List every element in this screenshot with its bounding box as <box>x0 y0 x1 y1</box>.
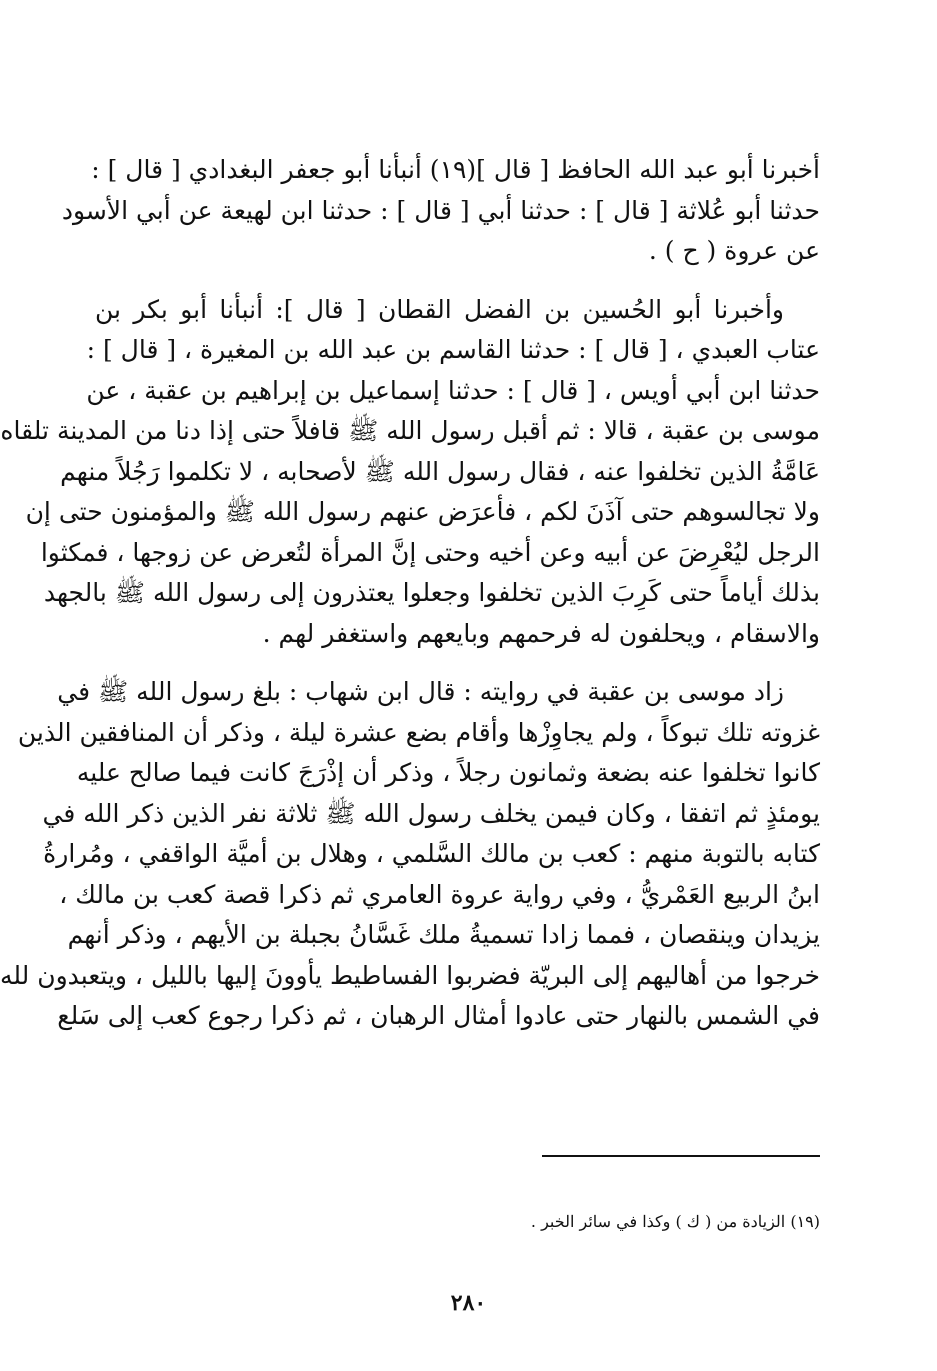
text-line: ولا تجالسوهم حتى آذَنَ لكم ، فأعرَض عنهم رسول الله ﷺ والمؤمنون حتى إن <box>25 497 820 526</box>
text-line: خرجوا من أهاليهم إلى البريّة فضربوا الفساطيط يأوونَ إليها بالليل ، ويتعبدون لله <box>0 960 820 990</box>
text-line: أخبرنا أبو عبد الله الحافظ [ قال ](١٩) أنبأنا أبو جعفر البغدادي [ قال ] : <box>91 155 820 184</box>
text-line: في الشمس بالنهار حتى عادوا أمثال الرهبان ، ثم ذكرا رجوع كعب إلى سَلع <box>57 1001 820 1030</box>
text-line: بذلك أياماً حتى كَرِبَ الذين تخلفوا وجعلوا يعتذرون إلى رسول الله ﷺ بالجهد <box>43 578 820 607</box>
text-line: يومئذٍ ثم اتفقا ، وكان فيمن يخلف رسول الله ﷺ ثلاثة نفر الذين ذكر الله في <box>42 798 820 828</box>
footnote-divider <box>542 1155 820 1157</box>
text-line: كتابه بالتوبة منهم : كعب بن مالك السَّلمي ، وهلال بن أميَّة الواقفي ، ومُرارةُ <box>43 839 820 868</box>
text-line: زاد موسى بن عقبة في روايته : قال ابن شهاب : بلغ رسول الله ﷺ في <box>57 677 784 706</box>
page-body <box>0 150 820 1055</box>
text-line: الرجل ليُعْرِضَ عن أبيه وعن أخيه وحتى إنَّ المرأة لتُعرض عن زوجها ، فمكثوا <box>40 537 820 567</box>
paragraph-isnad-2 <box>0 290 820 655</box>
page-number: ٢٨٠ <box>450 1290 487 1316</box>
paragraph-isnad-1 <box>61 150 820 272</box>
footnote: (١٩) الزيادة من ( ك ) وكذا في سائر الخبر . <box>530 1212 820 1231</box>
text-line: عن عروة ( ح ) . <box>648 236 820 265</box>
text-line: وأخبرنا أبو الحُسين بن الفضل القطان [ قال ]: أنبأنا أبو بكر بن <box>95 294 784 324</box>
text-line: عتاب العبدي ، [ قال ] : حدثنا القاسم بن عبد الله بن المغيرة ، [ قال ] : <box>86 335 820 364</box>
text-line: عَامَّةُ الذين تخلفوا عنه ، فقال رسول الله ﷺ لأصحابه ، لا تكلموا رَجُلاً منهم <box>60 456 820 486</box>
text-line: والاسقام ، ويحلفون له فرحمهم وبايعهم واستغفر لهم . <box>262 618 820 648</box>
text-line: يزيدان وينقصان ، فمما زادا تسميةُ ملك غَسَّانُ بجبلة بن الأيهم ، وذكر أنهم <box>67 920 820 949</box>
paragraph-ziyada <box>0 672 820 1037</box>
text-line: حدثنا ابن أبي أويس ، [ قال ] : حدثنا إسماعيل بن إبراهيم بن عقبة ، عن <box>86 375 820 405</box>
text-line: ابنُ الربيع العَمْريُّ ، وفي رواية عروة العامري ثم ذكرا قصة كعب بن مالك ، <box>59 879 820 909</box>
text-line: حدثنا أبو عُلاثة [ قال ] : حدثنا أبي [ قال ] : حدثنا ابن لهيعة عن أبي الأسود <box>61 195 820 225</box>
text-line: موسى بن عقبة ، قالا : ثم أقبل رسول الله ﷺ قافلاً حتى إذا دنا من المدينة تلقاه <box>0 416 820 445</box>
text-line: غزوته تلك تبوكاً ، ولم يجاوِزْها وأقام بضع عشرة ليلة ، وذكر أن المنافقين الذين <box>17 717 820 747</box>
text-line: كانوا تخلفوا عنه بضعة وثمانون رجلاً ، وذكر أن إذْرَجَ كانت فيما صالح عليه <box>76 758 820 787</box>
